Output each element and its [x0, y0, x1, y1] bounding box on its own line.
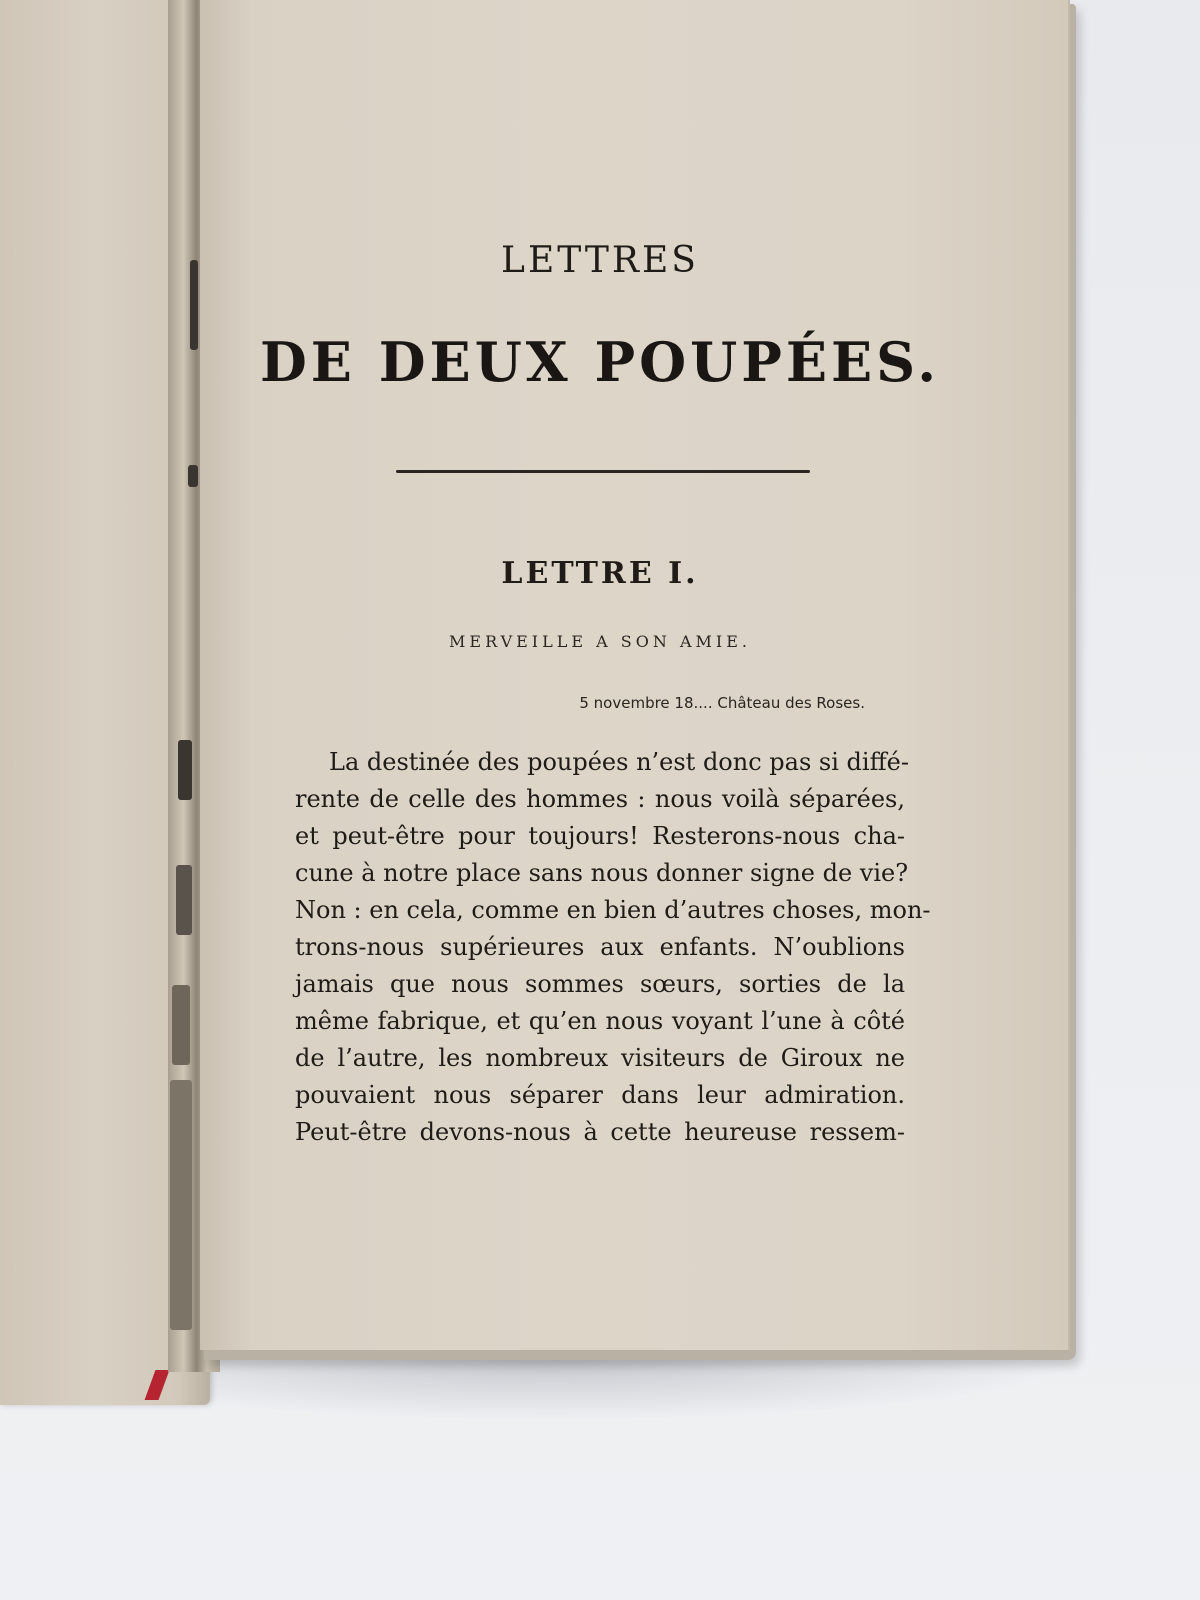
letter-body — [295, 744, 931, 1151]
book-title-line-2: DE DEUX POUPÉES. — [259, 330, 941, 394]
body-line: de l’autre, les nombreux visiteurs de Giroux ne — [295, 1044, 905, 1072]
body-line: jamais que nous sommes sœurs, sorties de la — [295, 970, 905, 998]
spine-tear — [172, 985, 190, 1065]
body-line: cune à notre place sans nous donner signe de vie? — [295, 859, 909, 887]
body-line: Peut-être devons-nous à cette heureuse ressem- — [295, 1118, 905, 1146]
spine-tear — [188, 465, 198, 487]
body-line: pouvaient nous séparer dans leur admiration. — [295, 1081, 905, 1109]
body-line: trons-nous supérieures aux enfants. N’oublions — [295, 933, 905, 961]
body-line: La destinée des poupées n’est donc pas si diffé- — [329, 748, 909, 776]
letter-dateline: 5 novembre 18.... Château des Roses. — [579, 694, 865, 712]
spine-tear — [190, 260, 198, 350]
letter-subheading: MERVEILLE A SON AMIE. — [449, 632, 751, 651]
book-title-line-1: LETTRES — [501, 240, 699, 281]
body-line: rente de celle des hommes : nous voilà séparées, — [295, 785, 905, 813]
spine-tear — [176, 865, 192, 935]
spine-tear — [178, 740, 192, 800]
letter-heading: LETTRE I. — [501, 556, 699, 591]
body-line: Non : en cela, comme en bien d’autres choses, mon- — [295, 896, 931, 924]
spine-tear — [170, 1080, 192, 1330]
body-line: et peut-être pour toujours! Resterons-nous cha- — [295, 822, 905, 850]
title-rule — [396, 470, 810, 473]
body-line: même fabrique, et qu’en nous voyant l’une à côté — [295, 1007, 905, 1035]
